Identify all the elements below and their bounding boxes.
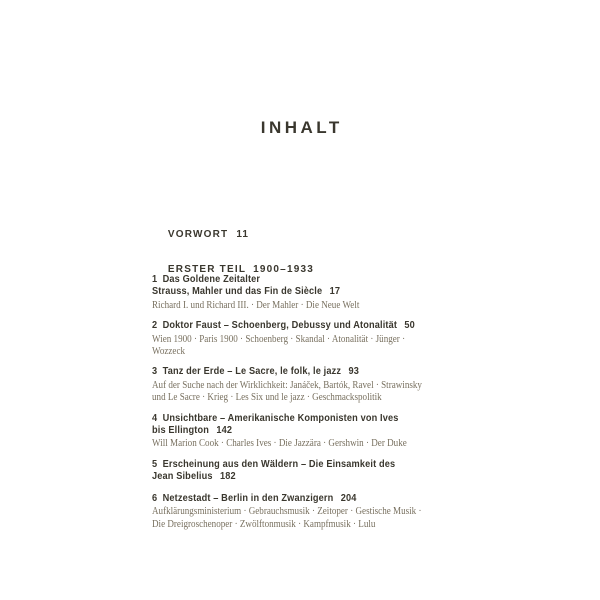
entry-keywords-line: Wozzeck <box>152 345 186 358</box>
entry-page-number: 142 <box>216 425 233 437</box>
toc-entry-2 <box>152 320 452 357</box>
entry-title-text: Jean Sibelius <box>152 471 213 483</box>
entry-title-line <box>152 366 428 378</box>
entry-title-line <box>152 286 428 298</box>
toc-entry-1 <box>152 274 452 311</box>
entry-title-text: bis Ellington <box>152 425 209 437</box>
entry-title-text: 2 Doktor Faust – Schoenberg, Debussy und Atonalität <box>152 320 398 332</box>
toc-entry-6 <box>152 493 452 530</box>
entry-keywords-line: und Le Sacre · Krieg · Les Six und le jazz · Geschmackspolitik <box>152 391 382 404</box>
entry-page-number: 17 <box>329 286 341 298</box>
toc-entry-3 <box>152 366 452 403</box>
entry-title-text: 4 Unsichtbare – Amerikanische Komponisten von Ives <box>152 412 399 424</box>
entry-title-line <box>152 320 428 332</box>
entry-keywords-line: Wien 1900 · Paris 1900 · Schoenberg · Skandal · Atonalität · Jünger · <box>152 332 406 345</box>
entry-page-number: 93 <box>348 366 359 378</box>
part-heading-label: ERSTER TEIL <box>167 264 247 275</box>
entry-title-line <box>152 471 428 483</box>
entry-page-number: 182 <box>219 471 236 483</box>
toc-entry-5 <box>152 459 452 484</box>
entry-page-number: 204 <box>340 492 357 504</box>
entry-title-line <box>152 274 428 286</box>
entry-title-text: Strauss, Mahler und das Fin de Siècle <box>152 286 323 298</box>
toc-entry-4 <box>152 413 452 450</box>
entry-title-line <box>152 459 428 471</box>
entry-keywords-line: Aufklärungsministerium · Gebrauchsmusik · Zeitoper · Gestische Musik · <box>152 505 422 518</box>
page-title: INHALT <box>260 118 343 137</box>
toc-entries <box>152 274 452 539</box>
entry-title-text: 3 Tanz der Erde – Le Sacre, le folk, le jazz <box>152 366 342 378</box>
entry-title-text: 1 Das Goldene Zeitalter <box>152 274 261 285</box>
vorwort-page-number: 11 <box>236 229 249 240</box>
entry-title-line <box>152 425 428 437</box>
vorwort-entry <box>152 217 249 253</box>
entry-title-line <box>152 493 428 505</box>
entry-keywords-line: Richard I. und Richard III. · Der Mahler · Die Neue Welt <box>152 298 360 311</box>
entry-page-number: 50 <box>404 320 415 332</box>
entry-keywords-line: Auf der Suche nach der Wirklichkeit: Janáček, Bartók, Ravel · Strawinsky <box>152 378 422 391</box>
entry-title-line <box>152 413 428 425</box>
part-heading-years: 1900–1933 <box>253 264 314 275</box>
entry-title-text: 6 Netzestadt – Berlin in den Zwanzigern <box>152 492 334 504</box>
entry-keywords-line: Die Dreigroschenoper · Zwölftonmusik · Kampfmusik · Lulu <box>152 517 376 530</box>
entry-keywords-line: Will Marion Cook · Charles Ives · Die Jazzära · Gershwin · Der Duke <box>152 437 407 450</box>
entry-title-text: 5 Erscheinung aus den Wäldern – Die Einsamkeit des <box>152 458 396 470</box>
vorwort-label: VORWORT <box>167 229 229 240</box>
